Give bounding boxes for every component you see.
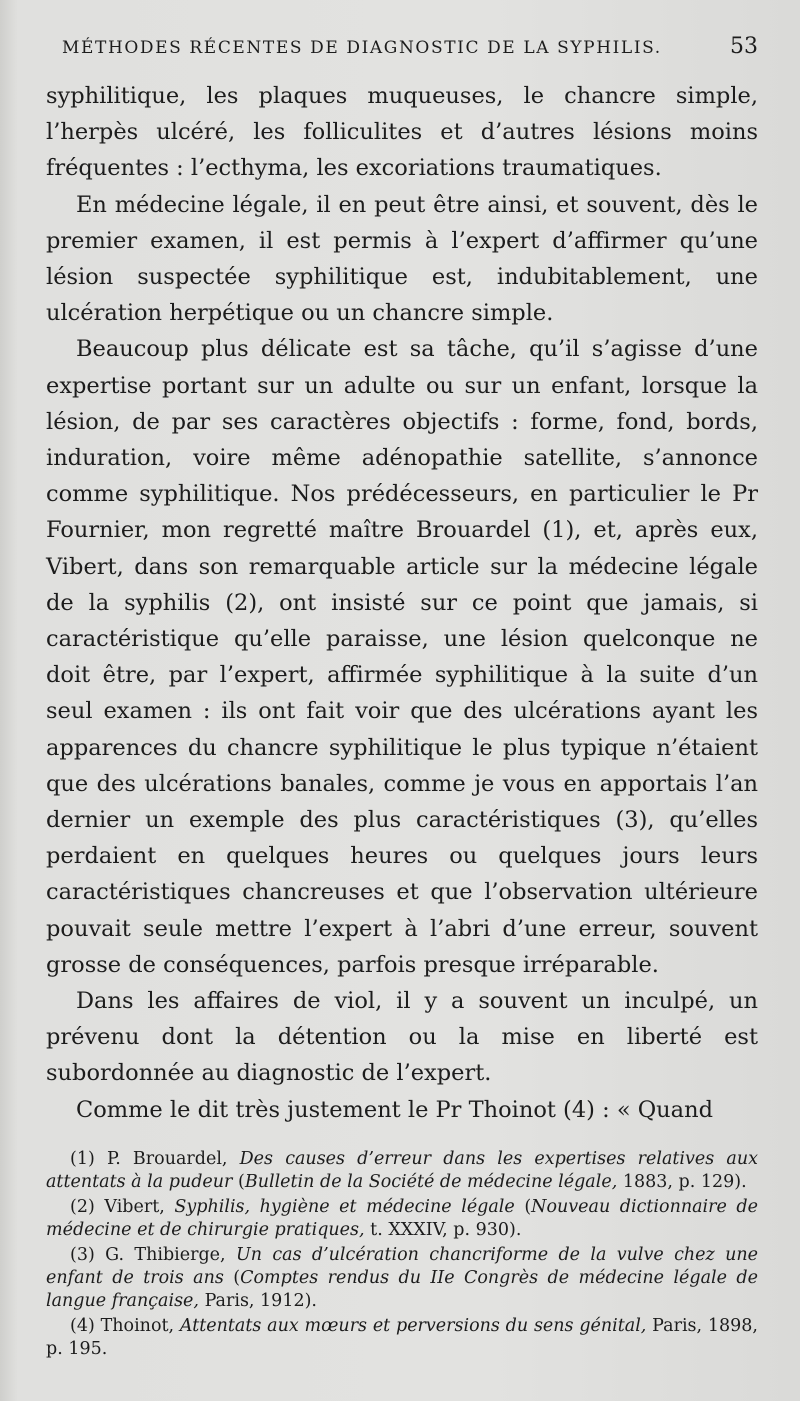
footnote-rest: Paris, 1912). — [204, 1291, 317, 1312]
paragraph: syphilitique, les plaques muqueuses, le chancre simple, l’herpès ulcéré, les folliculites et d’autres lésions moins fréquentes : l’ecthyma, les excoriations traumatiques. — [46, 83, 758, 182]
footnote-title: Des causes d’erreur dans les expertises relatives aux attentats à la pudeur — [46, 1148, 758, 1193]
footnote — [46, 1148, 758, 1195]
footnote-author: Thoinot, — [100, 1315, 175, 1336]
running-head — [46, 34, 758, 78]
footnote-author: G. Thibierge, — [105, 1244, 226, 1265]
footnote-marker: (3) — [70, 1244, 95, 1265]
footnotes — [46, 1148, 758, 1362]
footnote-marker: (2) — [70, 1196, 95, 1217]
footnote — [46, 1244, 758, 1314]
footnote-rest: Paris, 1898, p. 195. — [46, 1315, 758, 1360]
footnote — [46, 1315, 758, 1362]
paragraph: Beaucoup plus délicate est sa tâche, qu’il s’agisse d’une expertise portant sur un adulte ou sur un enfant, lorsque la lésion, de par ses caractères objectifs : forme, fond, bords, induration, voire même adénopathie satellite, s’annonce comme syphilitique. Nos prédécesseurs, en particulier le Pr Fournier, mon regretté maître Brouardel (1), et, après eux, Vibert, dans son remarquable article sur la médecine légale de la syphilis (2), ont insisté sur ce point que jamais, si caractéristique qu’elle paraisse, une lésion quelconque ne doit être, par l’expert, affirmée syphilitique à la suite d’un seul examen : ils ont fait voir que des ulcérations ayant les apparences du chancre syphilitique le plus typique n’étaient que des ulcérations banales, comme je vous en apportais l’an dernier un exemple des plus caractéristiques (3), qu’elles perdaient en quelques heures ou quelques jours leurs caractéristiques chancreuses et que l’observation ultérieure pouvait seule mettre l’expert à l’abri d’une erreur, souvent grosse de conséquences, parfois presque irréparable. — [46, 336, 758, 978]
footnote-author: Vibert, — [104, 1196, 165, 1217]
footnote-source: Comptes rendus du IIe Congrès de médecine légale de langue française, — [46, 1267, 758, 1312]
paragraph: Comme le dit très justement le Pr Thoinot (4) : « Quand — [76, 1096, 713, 1123]
footnote — [46, 1196, 758, 1243]
paragraph: Dans les affaires de viol, il y a souvent un inculpé, un prévenu dont la détention ou la mise en liberté est subordonnée au diagnostic de l’expert. — [46, 988, 758, 1087]
body-text — [46, 78, 758, 1128]
footnote-open: ( — [233, 1267, 241, 1288]
footnote-rest: 1883, p. 129). — [622, 1172, 747, 1193]
footnote-title: Syphilis, hygiène et médecine légale — [174, 1196, 515, 1217]
paragraph: En médecine légale, il en peut être ainsi, et souvent, dès le premier examen, il est permis à l’expert d’affirmer qu’une lésion suspectée syphilitique est, indubitablement, une ulcération herpétique ou un chancre simple. — [46, 191, 758, 327]
footnote-marker: (4) — [70, 1315, 95, 1336]
footnote-author: P. Brouardel, — [106, 1148, 228, 1169]
running-title: MÉTHODES RÉCENTES DE DIAGNOSTIC DE LA SYPHILIS. — [62, 38, 662, 58]
footnote-marker: (1) — [70, 1148, 95, 1169]
footnote-source: Nouveau dictionnaire de médecine et de chirurgie pratiques, — [46, 1196, 758, 1241]
footnote-rest: t. XXXIV, p. 930). — [370, 1220, 522, 1241]
footnote-title: Attentats aux mœurs et perversions du sens génital, — [179, 1315, 647, 1336]
page-number: 53 — [730, 34, 758, 59]
footnote-open: ( — [524, 1196, 532, 1217]
footnote-title: Un cas d’ulcération chancriforme de la vulve chez une enfant de trois ans — [46, 1244, 758, 1288]
footnote-source: Bulletin de la Société de médecine légale, — [244, 1172, 618, 1193]
footnote-open: ( — [238, 1172, 245, 1193]
